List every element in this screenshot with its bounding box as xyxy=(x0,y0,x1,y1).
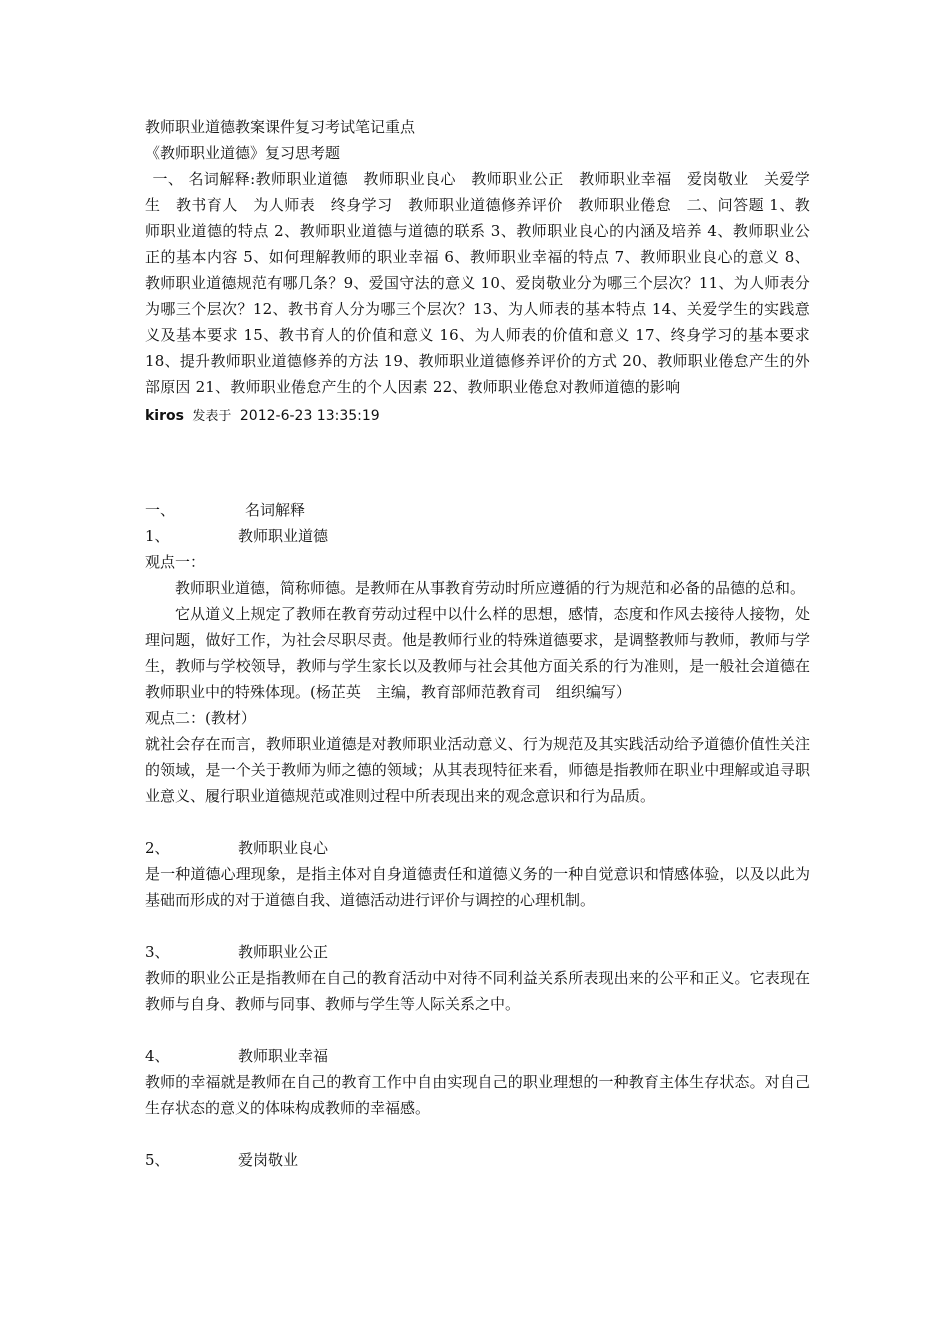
document-subtitle: 《教师职业道德》复习思考题 xyxy=(145,144,341,162)
view-label: 观点二：(教材） xyxy=(145,709,256,727)
section-title: 名词解释 xyxy=(245,501,306,519)
spacer xyxy=(145,913,810,939)
spacer xyxy=(145,809,810,835)
item-number: 3、 xyxy=(145,943,170,961)
item-number: 2、 xyxy=(145,839,170,857)
item-title: 教师职业良心 xyxy=(238,839,329,857)
post-meta xyxy=(145,404,810,429)
item-heading xyxy=(145,523,810,549)
item-heading xyxy=(145,939,810,965)
definition-paragraph: 教师职业道德，简称师德。是教师在从事教育劳动时所应遵循的行为规范和必备的品德的总和。 xyxy=(175,579,806,597)
section-heading xyxy=(145,497,810,523)
definition-paragraph: 是一种道德心理现象，是指主体对自身道德责任和道德义务的一种自觉意识和情感体验，以及以此为基础而形成的对于道德自我、道德活动进行评价与调控的心理机制。 xyxy=(145,865,810,909)
item-heading xyxy=(145,1147,810,1173)
item-title: 教师职业幸福 xyxy=(238,1047,329,1065)
definition-paragraph: 就社会存在而言，教师职业道德是对教师职业活动意义、行为规范及其实践活动给予道德价值性关注的领域，是一个关于教师为师之德的领域；从其表现特征来看，师德是指教师在职业中理解或追寻职业意义、履行职业道德规范或准则过程中所表现出来的观念意识和行为品质。 xyxy=(145,735,810,805)
definition-paragraph: 教师的幸福就是教师在自己的教育工作中自由实现自己的职业理想的一种教育主体生存状态。对自己生存状态的意义的体味构成教师的幸福感。 xyxy=(145,1073,810,1117)
review-questions-paragraph: 一、 名词解释:教师职业道德 教师职业良心 教师职业公正 教师职业幸福 爱岗敬业 关爱学生 教书育人 为人师表 终身学习 教师职业道德修养评价 教师职业倦怠 二、问答题 1、教师职业道德的特点 2、教师职业道德与道德的联系 3、教师职业良心的内涵及培养 4、教师职业公正的基本内容 5、如何理解教师的职业幸福 6、教师职业幸福的特点 7、教师职业良心的意义 8、教师职业道德规范有哪几条？9、爱国守法的意义 10、爱岗敬业分为哪三个层次？11、为人师表分为哪三个层次？12、教书育人分为哪三个层次？13、为人师表的基本特点 14、关爱学生的实践意义及基本要求 15、教书育人的价值和意义 16、为人师表的价值和意义 17、终身学习的基本要求 18、提升教师职业道德修养的方法 19、教师职业道德修养评价的方式 20、教师职业倦怠产生的外部原因 21、教师职业倦怠产生的个人因素 22、教师职业倦怠对教师道德的影响 xyxy=(145,170,810,396)
spacer xyxy=(145,429,810,497)
item-number: 5、 xyxy=(145,1151,170,1169)
spacer xyxy=(145,1121,810,1147)
item-title: 教师职业道德 xyxy=(238,527,329,545)
post-author: kiros xyxy=(145,408,184,424)
definition-paragraph: 教师的职业公正是指教师在自己的教育活动中对待不同利益关系所表现出来的公平和正义。它表现在教师与自身、教师与同事、教师与学生等人际关系之中。 xyxy=(145,969,810,1013)
spacer xyxy=(145,1017,810,1043)
item-number: 1、 xyxy=(145,527,170,545)
item-title: 爱岗敬业 xyxy=(238,1151,299,1169)
item-heading xyxy=(145,1043,810,1069)
view-label: 观点一： xyxy=(145,553,206,571)
document-title: 教师职业道德教案课件复习考试笔记重点 xyxy=(145,118,416,136)
definition-paragraph: 它从道义上规定了教师在教育劳动过程中以什么样的思想，感情，态度和作风去接待人接物，处理问题，做好工作，为社会尽职尽责。他是教师行业的特殊道德要求，是调整教师与教师，教师与学生，教师与学校领导，教师与学生家长以及教师与社会其他方面关系的行为准则，是一般社会道德在教师职业中的特殊体现。(杨芷英 主编，教育部师范教育司 组织编写） xyxy=(145,605,810,701)
post-datetime: 2012-6-23 13:35:19 xyxy=(239,408,380,424)
post-label: 发表于 xyxy=(192,409,232,424)
item-title: 教师职业公正 xyxy=(238,943,329,961)
section-number: 一、 xyxy=(145,501,176,519)
document-body xyxy=(145,114,810,1173)
item-heading xyxy=(145,835,810,861)
item-number: 4、 xyxy=(145,1047,170,1065)
